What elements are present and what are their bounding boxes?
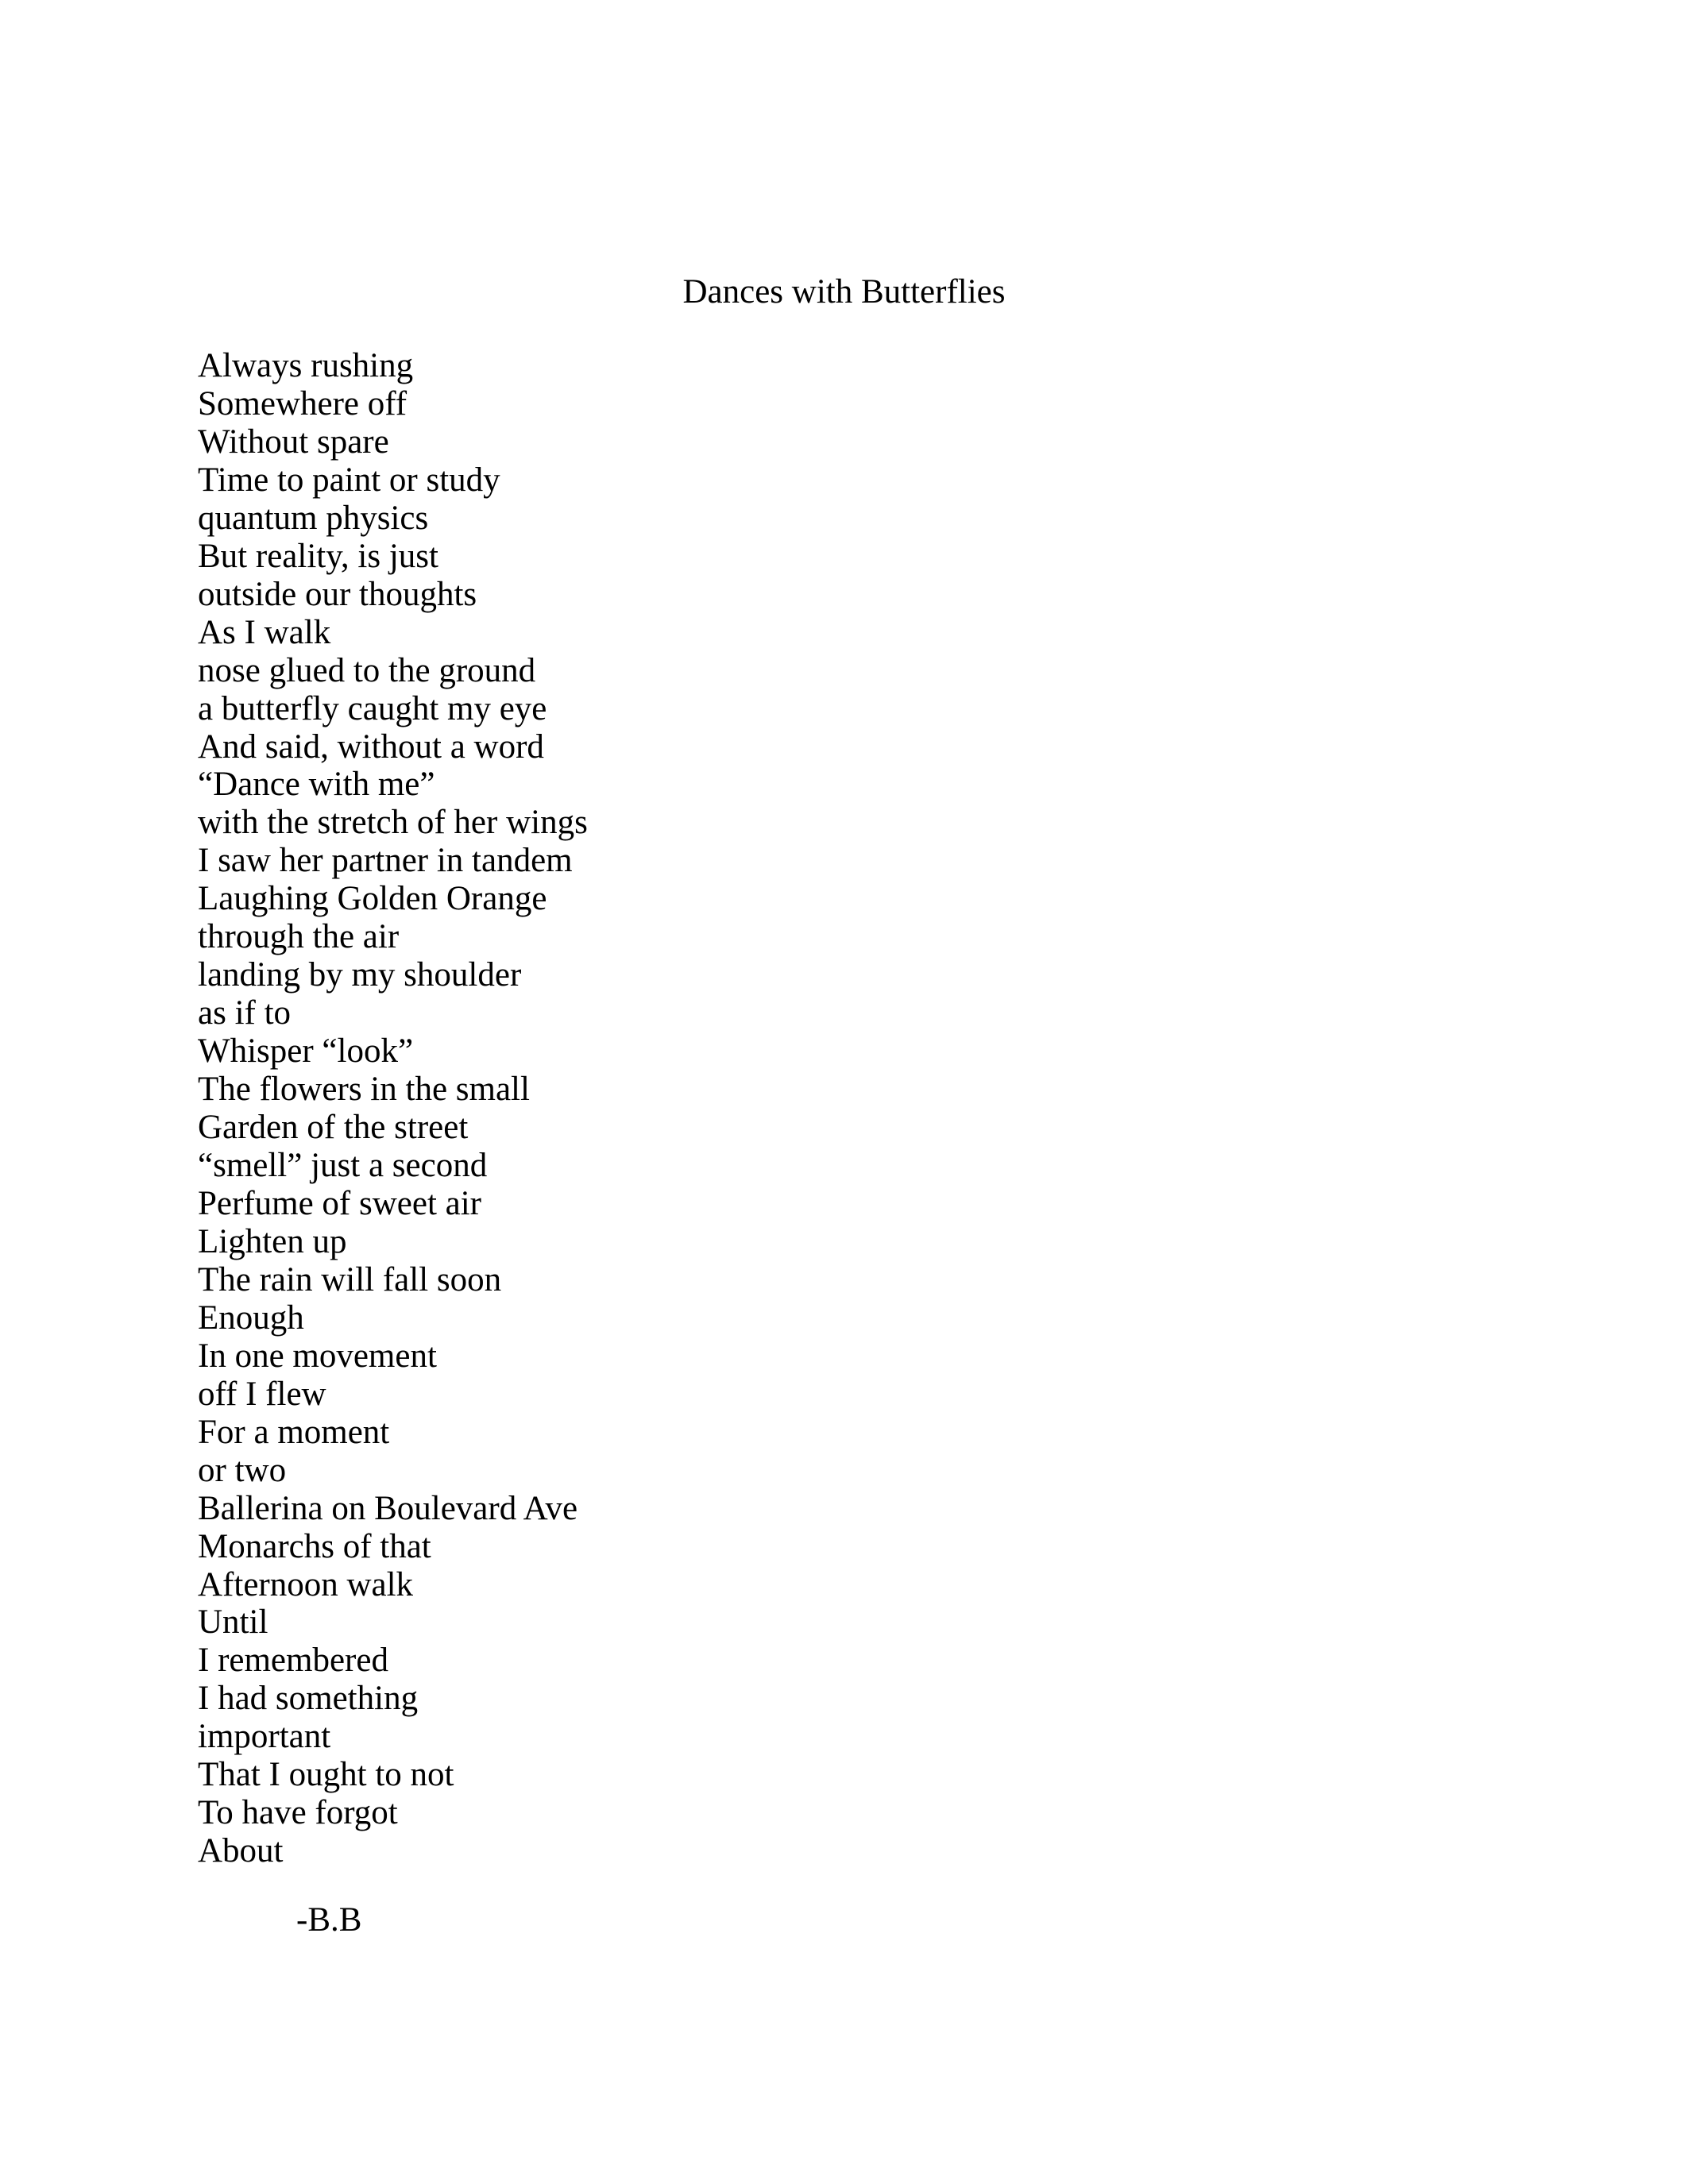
poem-line: off I flew: [198, 1375, 326, 1413]
poem-line: through the air: [198, 918, 400, 956]
poem-line: The flowers in the small: [198, 1071, 530, 1109]
poem-line: For a moment: [198, 1413, 390, 1451]
poem-line: as if to: [198, 994, 292, 1032]
poem-line: In one movement: [198, 1337, 437, 1375]
poem-line: Until: [198, 1603, 268, 1642]
author-signature: -B.B: [296, 1901, 362, 1939]
poem-line: About: [198, 1832, 284, 1870]
poem-line: Laughing Golden Orange: [198, 880, 547, 918]
poem-title: Dances with Butterflies: [682, 273, 1006, 311]
poem-line: Without spare: [198, 423, 389, 461]
poem-line: quantum physics: [198, 499, 429, 537]
poem-line: Always rushing: [198, 347, 414, 384]
poem-line: outside our thoughts: [198, 575, 477, 613]
poem-line: Whisper “look”: [198, 1032, 414, 1071]
poem-line: I remembered: [198, 1642, 388, 1680]
poem-line: To have forgot: [198, 1794, 398, 1832]
poem-line: Lighten up: [198, 1222, 347, 1260]
poem-line: But reality, is just: [198, 537, 438, 575]
poem-line: Garden of the street: [198, 1109, 469, 1147]
poem-line: Somewhere off: [198, 384, 408, 423]
poem-line: landing by my shoulder: [198, 956, 522, 994]
poem-line: That I ought to not: [198, 1756, 454, 1794]
poem-line: Time to paint or study: [198, 461, 500, 499]
poem-line: with the stretch of her wings: [198, 804, 588, 842]
poem-line: And said, without a word: [198, 727, 544, 766]
poem-line: a butterfly caught my eye: [198, 689, 547, 727]
poem-line: “Dance with me”: [198, 766, 435, 804]
poem-line: As I walk: [198, 613, 331, 651]
poem-body: [198, 347, 588, 1870]
poem-line: Afternoon walk: [198, 1565, 414, 1603]
poem-line: Perfume of sweet air: [198, 1184, 481, 1222]
poem-line: Monarchs of that: [198, 1527, 431, 1565]
poem-line: Ballerina on Boulevard Ave: [198, 1489, 578, 1527]
poem-line: nose glued to the ground: [198, 651, 536, 689]
poem-line: “smell” just a second: [198, 1147, 488, 1185]
poem-line: I had something: [198, 1680, 419, 1718]
poem-line: I saw her partner in tandem: [198, 842, 573, 880]
poem-line: Enough: [198, 1298, 304, 1337]
poem-line: or two: [198, 1451, 287, 1489]
poem-line: The rain will fall soon: [198, 1260, 502, 1298]
poem-line: important: [198, 1718, 331, 1756]
